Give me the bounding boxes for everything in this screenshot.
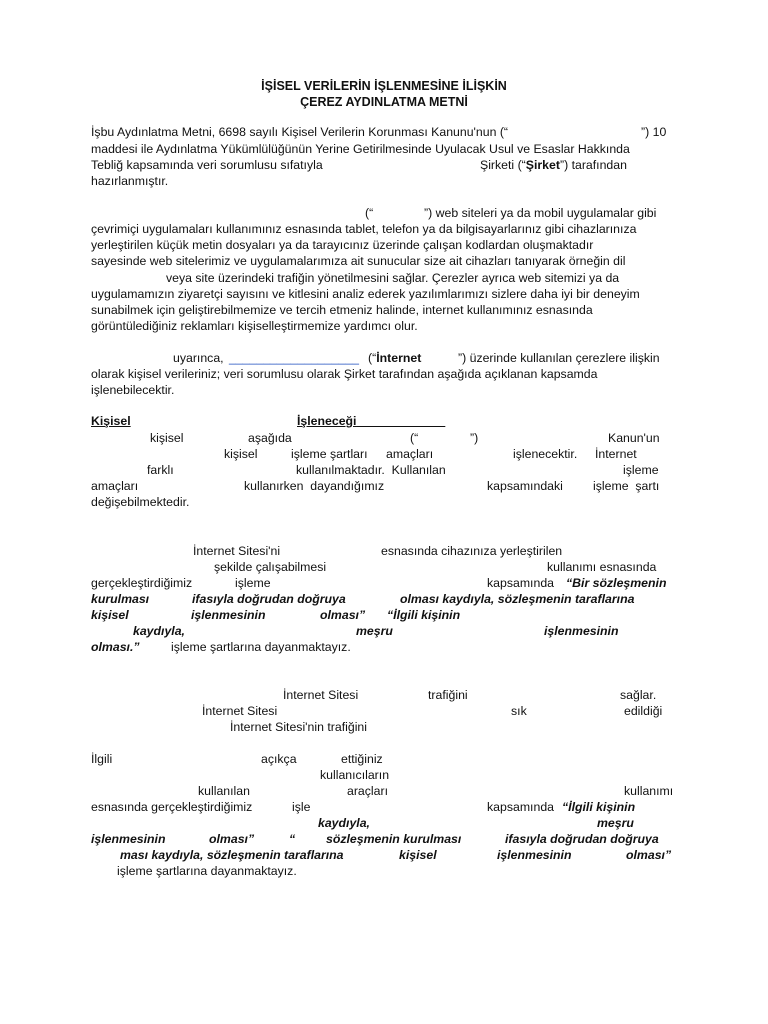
scope-text: uyarınca, — [173, 351, 224, 365]
p1-text: kişisel — [91, 608, 129, 622]
intro-text: hazırlanmıştır. — [91, 174, 169, 188]
p3-text: “İlgili kişinin — [562, 800, 636, 814]
cookies-text: veya site üzerindeki trafiğin yönetilmesini sağlar. Çerezler ayrıca web sitemizi ya da — [166, 271, 620, 285]
p2-text: sağlar. — [620, 688, 657, 702]
section-text: aşağıda — [248, 431, 292, 445]
website-link-blank[interactable]: ___________________ — [229, 351, 359, 365]
p2-text: trafiğini — [428, 688, 468, 702]
p2-text: edildiği — [624, 704, 663, 718]
p1-text: işleme — [235, 576, 271, 590]
section-text: İnternet — [595, 447, 637, 461]
section-text: (“ — [410, 431, 419, 445]
section-text: ”) — [470, 431, 479, 445]
p3-text: meşru — [597, 816, 634, 830]
scope-open-quote: (“ — [368, 351, 377, 365]
p3-text: işleme şartlarına dayanmaktayız. — [117, 864, 297, 878]
section-text: değişebilmektedir. — [91, 495, 190, 509]
p1-text: olması kaydıyla, sözleşmenin taraflarına — [400, 592, 635, 606]
p3-text: ması kaydıyla, sözleşmenin taraflarına — [120, 848, 344, 862]
p1-text: gerçekleştirdiğimiz — [91, 576, 193, 590]
p1-text: meşru — [356, 624, 393, 638]
cookies-text: yerleştirilen küçük metin dosyaları ya da tarayıcınız üzerinde çalışan kodlardan oluşmaktadır — [91, 238, 594, 252]
p1-text: işlenmesinin — [544, 624, 619, 638]
section-text: Kanun'un — [608, 431, 660, 445]
cookies-text: sunabilmek için geliştirebilmemize ve tercih etmeniz halinde, internet kullanımınız esnasında — [91, 303, 593, 317]
p3-text: kaydıyla, — [318, 816, 370, 830]
p3-text: ifasıyla doğrudan doğruya — [505, 832, 659, 846]
p1-text: kullanımı esnasında — [547, 560, 657, 574]
p1-text: kapsamında — [487, 576, 554, 590]
section-text: kişisel — [224, 447, 258, 461]
section-text: işlenecektir. — [513, 447, 578, 461]
intro-text: maddesi ile Aydınlatma Yükümlülüğünün Yerine Getirilmesinde Uyulacak Usul ve Esaslar Hakkında — [91, 142, 630, 156]
scope-text: işlenebilecektir. — [91, 383, 175, 397]
p1-text: işleme şartlarına dayanmaktayız. — [171, 640, 351, 654]
p1-text: “Bir sözleşmenin — [566, 576, 667, 590]
p1-text: ifasıyla doğrudan doğruya — [192, 592, 346, 606]
p3-text: kullanılan — [198, 784, 250, 798]
intro-text: İşbu Aydınlatma Metni, 6698 sayılı Kişisel Verilerin Korunması Kanunu'nun (“ — [91, 125, 509, 139]
p1-text: olması” — [320, 608, 366, 622]
p3-text: işle — [292, 800, 311, 814]
intro-company-prefix: Şirketi (“ — [480, 158, 526, 172]
section-text: kapsamındaki — [487, 479, 563, 493]
section-text: kullanılmaktadır. Kullanılan — [296, 463, 446, 477]
p3-text: esnasında gerçekleştirdiğimiz — [91, 800, 253, 814]
p3-text: olması” — [209, 832, 255, 846]
p3-text: kullanımı — [624, 784, 674, 798]
scope-text: ”) üzerinde kullanılan çerezlere ilişkin — [458, 351, 660, 365]
cookies-text: ”) web siteleri ya da mobil uygulamalar gibi — [424, 206, 657, 220]
p1-text: kurulması — [91, 592, 150, 606]
p3-text: işlenmesinin — [497, 848, 572, 862]
section-text: işleme şartı — [593, 479, 660, 493]
section-text: amaçları — [386, 447, 434, 461]
p1-text: kaydıyla, — [133, 624, 185, 638]
cookies-text: uygulamamızın ziyaretçi sayısını ve kitlesini analiz ederek yazılımlarımızı sizlere daha iyi bir deneyim — [91, 287, 640, 301]
document-title-line-1: İŞİSEL VERİLERİN İŞLENMESİNE İLİŞKİN — [261, 79, 507, 93]
p1-text: esnasında cihazınıza yerleştirilen — [381, 544, 563, 558]
p3-text: kapsamında — [487, 800, 554, 814]
p1-text: olması.” — [91, 640, 140, 654]
section-heading-2-text: İşleneceği — [297, 414, 357, 428]
p3-text: kişisel — [399, 848, 437, 862]
cookies-text: çevrimiçi uygulamaları kullanımınız esnasında tablet, telefon ya da bilgisayarlarınız gibi cihazlarınıza — [91, 222, 637, 236]
section-heading-1: Kişisel — [91, 414, 131, 428]
intro-text: ”) 10 — [641, 125, 667, 139]
p1-text: işlenmesinin — [191, 608, 266, 622]
p3-text: olması” — [626, 848, 672, 862]
p3-text: “ — [289, 832, 296, 846]
section-text: kullanırken dayandığımız — [244, 479, 385, 493]
scope-text — [368, 350, 421, 366]
p3-text: ettiğiniz — [341, 752, 383, 766]
section-text: işleme şartları — [291, 447, 368, 461]
p1-text: şekilde çalışabilmesi — [214, 560, 327, 574]
section-text: amaçları — [91, 479, 139, 493]
p2-text: İnternet Sitesi'nin trafiğini — [230, 720, 368, 734]
cookies-text: sayesinde web sitelerimiz ve uygulamalarımıza ait sunucular size ait cihazları tanıyarak örneğin dil — [91, 254, 626, 268]
p3-text: açıkça — [261, 752, 297, 766]
p3-text: kullanıcıların — [320, 768, 390, 782]
section-text: işleme — [623, 463, 659, 477]
p3-text: araçları — [347, 784, 389, 798]
scope-internet-term: İnternet — [376, 351, 422, 365]
intro-text: Tebliğ kapsamında veri sorumlusu sıfatıyla — [91, 158, 323, 172]
p2-text: İnternet Sitesi — [202, 704, 278, 718]
p3-text: işlenmesinin — [91, 832, 166, 846]
p2-text: sık — [511, 704, 527, 718]
cookies-text: görüntülediğiniz reklamları kişiselleştirmemize yardımcı olur. — [91, 319, 418, 333]
p1-text: “İlgili kişinin — [387, 608, 461, 622]
p3-text: sözleşmenin kurulması — [326, 832, 462, 846]
section-text: kişisel — [150, 431, 184, 445]
p2-text: İnternet Sitesi — [283, 688, 359, 702]
p3-text: İlgili — [91, 752, 113, 766]
p1-text: İnternet Sitesi'ni — [193, 544, 281, 558]
cookies-text: (“ — [365, 206, 374, 220]
intro-company-term: Şirket — [525, 158, 560, 172]
document-title-line-2: ÇEREZ AYDINLATMA METNİ — [300, 95, 468, 109]
intro-text — [480, 157, 627, 173]
section-heading-2 — [297, 413, 445, 429]
intro-company-suffix: ”) tarafından — [559, 158, 627, 172]
section-text: farklı — [147, 463, 174, 477]
scope-text: olarak kişisel verileriniz; veri sorumlusu olarak Şirket tarafından aşağıda açıklanan kapsamda — [91, 367, 598, 381]
